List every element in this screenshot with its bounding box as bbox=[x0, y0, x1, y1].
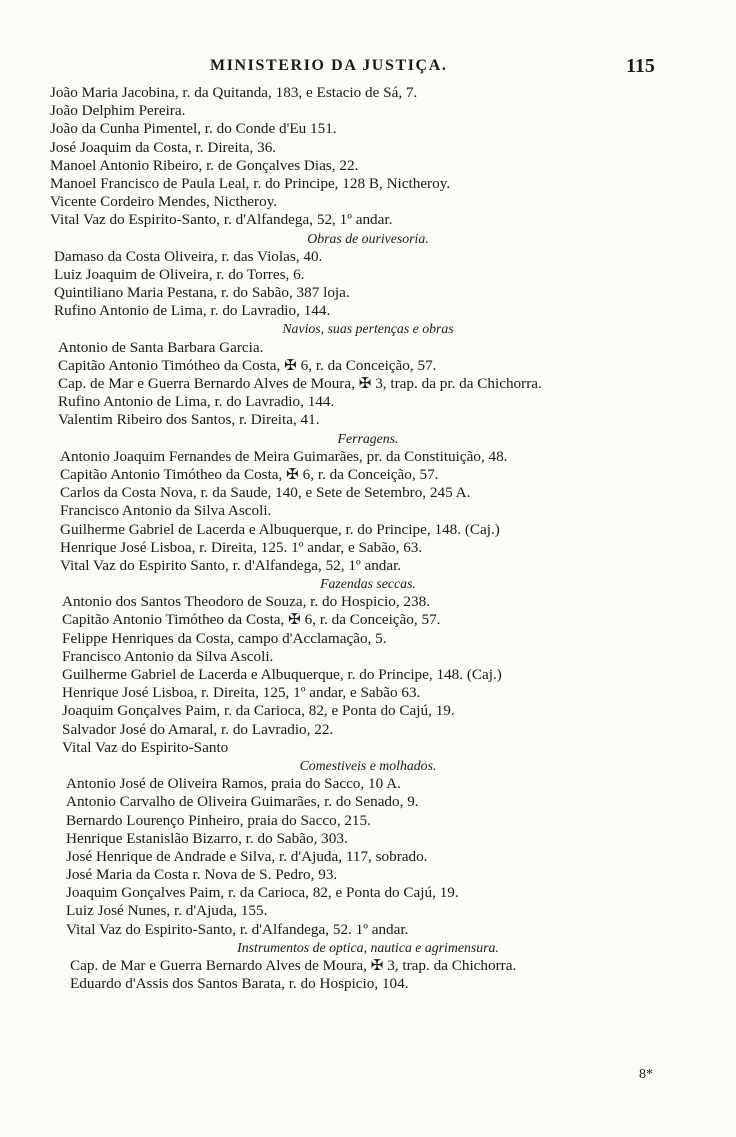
directory-entry: Quintiliano Maria Pestana, r. do Sabão, 387 loja. bbox=[54, 284, 350, 302]
directory-entry: Vital Vaz do Espirito Santo, r. d'Alfandega, 52, 1º andar. bbox=[60, 556, 402, 574]
directory-entry: Henrique Estanislão Bizarro, r. do Sabão, 303. bbox=[66, 829, 348, 847]
directory-entry: José Henrique de Andrade e Silva, r. d'Ajuda, 117, sobrado. bbox=[66, 847, 428, 865]
directory-entry: Antonio de Santa Barbara Garcia. bbox=[58, 338, 264, 356]
directory-entry: Cap. de Mar e Guerra Bernardo Alves de Moura, ✠ 3, trap. da pr. da Chichorra. bbox=[58, 375, 542, 392]
directory-entry: Vital Vaz do Espirito-Santo, r. d'Alfandega, 52. 1º andar. bbox=[66, 920, 409, 938]
section-title: Ferragens. bbox=[337, 430, 399, 446]
signature-mark: 8* bbox=[639, 1067, 653, 1082]
section-title: Obras de ourivesoria. bbox=[307, 230, 429, 246]
directory-entry: Henrique José Lisboa, r. Direita, 125, 1º andar, e Sabão 63. bbox=[62, 684, 421, 702]
directory-entry: José Joaquim da Costa, r. Direita, 36. bbox=[50, 138, 277, 156]
directory-entry: Guilherme Gabriel de Lacerda e Albuquerque, r. do Principe, 148. (Caj.) bbox=[62, 666, 502, 683]
directory-entry: Manoel Francisco de Paula Leal, r. do Principe, 128 B, Nictheroy. bbox=[50, 174, 451, 192]
directory-entry: Guilherme Gabriel de Lacerda e Albuquerque, r. do Principe, 148. (Caj.) bbox=[60, 520, 500, 538]
directory-entry: Salvador José do Amaral, r. do Lavradio, 22. bbox=[62, 720, 334, 738]
directory-entry: Bernardo Lourenço Pinheiro, praia do Sacco, 215. bbox=[66, 811, 371, 829]
directory-entry: Eduardo d'Assis dos Santos Barata, r. do Hospicio, 104. bbox=[70, 975, 409, 993]
directory-entry: Vital Vaz do Espirito-Santo, r. d'Alfandega, 52, 1º andar. bbox=[50, 211, 393, 229]
directory-entry: Cap. de Mar e Guerra Bernardo Alves de Moura, ✠ 3, trap. da Chichorra. bbox=[70, 957, 517, 974]
directory-entry: Rufino Antonio de Lima, r. do Lavradio, 144. bbox=[54, 302, 331, 320]
directory-entry: Joaquim Gonçalves Paim, r. da Carioca, 82, e Ponta do Cajú, 19. bbox=[66, 884, 459, 902]
directory-entry: Carlos da Costa Nova, r. da Saude, 140, e Sete de Setembro, 245 A. bbox=[60, 484, 471, 502]
page-number: 115 bbox=[626, 55, 655, 77]
directory-entry: João Maria Jacobina, r. da Quitanda, 183, e Estacio de Sá, 7. bbox=[50, 84, 418, 101]
directory-entry: Henrique José Lisboa, r. Direita, 125. 1º andar, e Sabão, 63. bbox=[60, 538, 423, 556]
section-title: Comestiveis e molhados. bbox=[299, 757, 437, 773]
directory-entry: Capitão Antonio Timótheo da Costa, ✠ 6, r. da Conceição, 57. bbox=[62, 611, 441, 629]
directory-entry: João Delphim Pereira. bbox=[50, 102, 186, 120]
section-title: Navios, suas pertenças e obras bbox=[282, 321, 454, 337]
directory-entry: João da Cunha Pimentel, r. do Conde d'Eu 151. bbox=[50, 120, 337, 138]
directory-entry: José Maria da Costa r. Nova de S. Pedro, 93. bbox=[66, 866, 338, 884]
directory-listing bbox=[0, 84, 736, 993]
directory-entry: Antonio dos Santos Theodoro de Souza, r. do Hospicio, 238. bbox=[62, 593, 430, 611]
directory-entry: Antonio Carvalho de Oliveira Guimarães, r. do Senado, 9. bbox=[66, 793, 419, 811]
directory-entry: Capitão Antonio Timótheo da Costa, ✠ 6, r. da Conceição, 57. bbox=[58, 356, 437, 374]
running-head: MINISTERIO DA JUSTIÇA. bbox=[210, 57, 448, 74]
directory-entry: Capitão Antonio Timótheo da Costa, ✠ 6, r. da Conceição, 57. bbox=[60, 465, 439, 483]
section-title: Fazendas seccas. bbox=[320, 576, 416, 592]
section-title: Instrumentos de optica, nautica e agrimensura. bbox=[237, 939, 499, 955]
page-header bbox=[0, 57, 736, 81]
directory-entry: Joaquim Gonçalves Paim, r. da Carioca, 82, e Ponta do Cajú, 19. bbox=[62, 702, 455, 720]
directory-entry: Manoel Antonio Ribeiro, r. de Gonçalves Dias, 22. bbox=[50, 156, 359, 174]
directory-entry: Luiz Joaquim de Oliveira, r. do Torres, 6. bbox=[54, 265, 305, 283]
directory-entry: Antonio José de Oliveira Ramos, praia do Sacco, 10 A. bbox=[66, 775, 401, 793]
directory-entry: Damaso da Costa Oliveira, r. das Violas, 40. bbox=[54, 247, 323, 265]
directory-entry: Rufino Antonio de Lima, r. do Lavradio, 144. bbox=[58, 393, 335, 411]
directory-entry: Vital Vaz do Espirito-Santo bbox=[62, 738, 229, 756]
directory-entry: Felippe Henriques da Costa, campo d'Acclamação, 5. bbox=[62, 629, 387, 647]
directory-entry: Francisco Antonio da Silva Ascoli. bbox=[60, 502, 272, 520]
directory-entry: Valentim Ribeiro dos Santos, r. Direita, 41. bbox=[58, 411, 320, 429]
directory-entry: Antonio Joaquim Fernandes de Meira Guimarães, pr. da Constituição, 48. bbox=[60, 447, 508, 465]
directory-entry: Vicente Cordeiro Mendes, Nictheroy. bbox=[50, 193, 278, 211]
directory-entry: Francisco Antonio da Silva Ascoli. bbox=[62, 647, 274, 665]
directory-entry: Luiz José Nunes, r. d'Ajuda, 155. bbox=[66, 902, 268, 920]
